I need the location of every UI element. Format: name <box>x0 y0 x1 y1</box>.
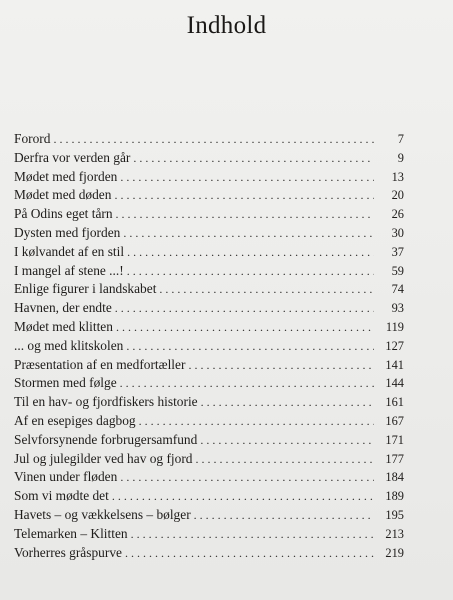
toc-entry-page-number: 26 <box>391 207 404 222</box>
toc-entry <box>14 450 404 469</box>
toc-entry <box>14 468 404 487</box>
toc-entry-page-number: 37 <box>391 244 404 259</box>
toc-entry-title: ... og med klitskolen <box>14 337 124 353</box>
toc-entry-page-number: 189 <box>385 489 404 504</box>
toc-entry <box>14 337 404 356</box>
toc-entry-page-number: 59 <box>391 263 404 278</box>
toc-dot-leader <box>115 299 374 318</box>
toc-dot-leader <box>120 168 374 187</box>
toc-entry-title: Vinen under fløden <box>14 469 118 485</box>
toc-entry-title: Af en esepiges dagbog <box>14 412 136 428</box>
toc-entry <box>14 356 404 375</box>
toc-entry <box>14 149 404 168</box>
toc-dot-leader <box>114 186 374 205</box>
toc-entry-page-number: 30 <box>391 225 404 240</box>
toc-entry-page-number: 177 <box>385 451 404 466</box>
toc-entry <box>14 487 404 506</box>
toc-dot-leader <box>116 205 374 224</box>
toc-dot-leader <box>123 224 374 243</box>
table-of-contents <box>14 130 404 562</box>
toc-entry-title: I kølvandet af en stil <box>14 243 125 259</box>
toc-dot-leader <box>112 487 374 506</box>
toc-entry-page-number: 7 <box>397 132 404 146</box>
toc-entry-title: Præsentation af en medfortæller <box>14 356 186 372</box>
toc-dot-leader <box>159 280 374 299</box>
toc-entry <box>14 506 404 525</box>
toc-dot-leader <box>53 130 374 149</box>
toc-entry-page-number: 119 <box>385 319 404 334</box>
toc-entry-title: Jul og julegilder ved hav og fjord <box>14 450 193 466</box>
toc-entry <box>14 374 404 393</box>
toc-entry-title: Mødet med døden <box>14 187 112 203</box>
toc-entry-page-number: 167 <box>385 413 404 428</box>
toc-entry-title: Selvforsynende forbrugersamfund <box>14 431 198 447</box>
toc-entry <box>14 280 404 299</box>
toc-entry-title: Som vi mødte det <box>14 488 109 504</box>
toc-entry-page-number: 219 <box>385 545 404 560</box>
toc-dot-leader <box>120 468 374 487</box>
toc-entry-title: Havnen, der endte <box>14 300 112 316</box>
toc-dot-leader <box>194 506 374 525</box>
toc-entry-title: Til en hav- og fjordfiskers historie <box>14 394 198 410</box>
toc-entry-title: Telemarken – Klitten <box>14 525 128 541</box>
toc-entry <box>14 205 404 224</box>
toc-entry-page-number: 74 <box>391 282 404 297</box>
toc-dot-leader <box>127 243 374 262</box>
toc-dot-leader <box>131 525 374 544</box>
toc-entry-page-number: 144 <box>385 376 404 391</box>
toc-entry-title: Mødet med klitten <box>14 318 113 334</box>
toc-entry-page-number: 13 <box>391 169 404 184</box>
toc-entry <box>14 412 404 431</box>
toc-entry-page-number: 93 <box>391 301 404 316</box>
toc-entry <box>14 299 404 318</box>
toc-dot-leader <box>196 450 374 469</box>
toc-entry <box>14 393 404 412</box>
toc-entry <box>14 544 404 563</box>
toc-dot-leader <box>126 337 374 356</box>
toc-entry-page-number: 184 <box>385 470 404 485</box>
toc-entry <box>14 318 404 337</box>
toc-entry-title: Dysten med fjorden <box>14 224 121 240</box>
toc-entry <box>14 262 404 281</box>
toc-dot-leader <box>133 149 374 168</box>
toc-dot-leader <box>116 318 374 337</box>
toc-entry-page-number: 171 <box>385 432 404 447</box>
toc-dot-leader <box>120 374 374 393</box>
toc-entry-title: Stormen med følge <box>14 375 117 391</box>
page-title: Indhold <box>186 12 267 39</box>
toc-entry-page-number: 20 <box>391 188 404 203</box>
toc-dot-leader <box>125 544 374 563</box>
toc-entry-title: Forord <box>14 131 51 146</box>
toc-entry-title: Mødet med fjorden <box>14 168 118 184</box>
toc-entry-page-number: 195 <box>385 507 404 522</box>
toc-entry <box>14 525 404 544</box>
toc-entry-title: På Odins eget tårn <box>14 206 113 222</box>
toc-dot-leader <box>188 356 374 375</box>
toc-entry <box>14 243 404 262</box>
toc-entry <box>14 130 404 149</box>
toc-entry-title: Enlige figurer i landskabet <box>14 281 157 297</box>
toc-entry <box>14 186 404 205</box>
toc-entry <box>14 168 404 187</box>
toc-entry-page-number: 127 <box>385 338 404 353</box>
toc-entry-title: Vorherres gråspurve <box>14 544 122 560</box>
toc-entry-title: Derfra vor verden går <box>14 149 131 165</box>
toc-entry-title: Havets – og vækkelsens – bølger <box>14 506 191 522</box>
toc-dot-leader <box>201 393 374 412</box>
toc-entry <box>14 224 404 243</box>
toc-entry <box>14 431 404 450</box>
toc-entry-page-number: 161 <box>385 395 404 410</box>
toc-entry-page-number: 141 <box>385 357 404 372</box>
toc-entry-page-number: 9 <box>397 150 404 165</box>
toc-dot-leader <box>200 431 374 450</box>
toc-entry-page-number: 213 <box>385 526 404 541</box>
toc-dot-leader <box>127 262 374 281</box>
toc-dot-leader <box>139 412 374 431</box>
toc-entry-title: I mangel af stene ...! <box>14 262 124 278</box>
